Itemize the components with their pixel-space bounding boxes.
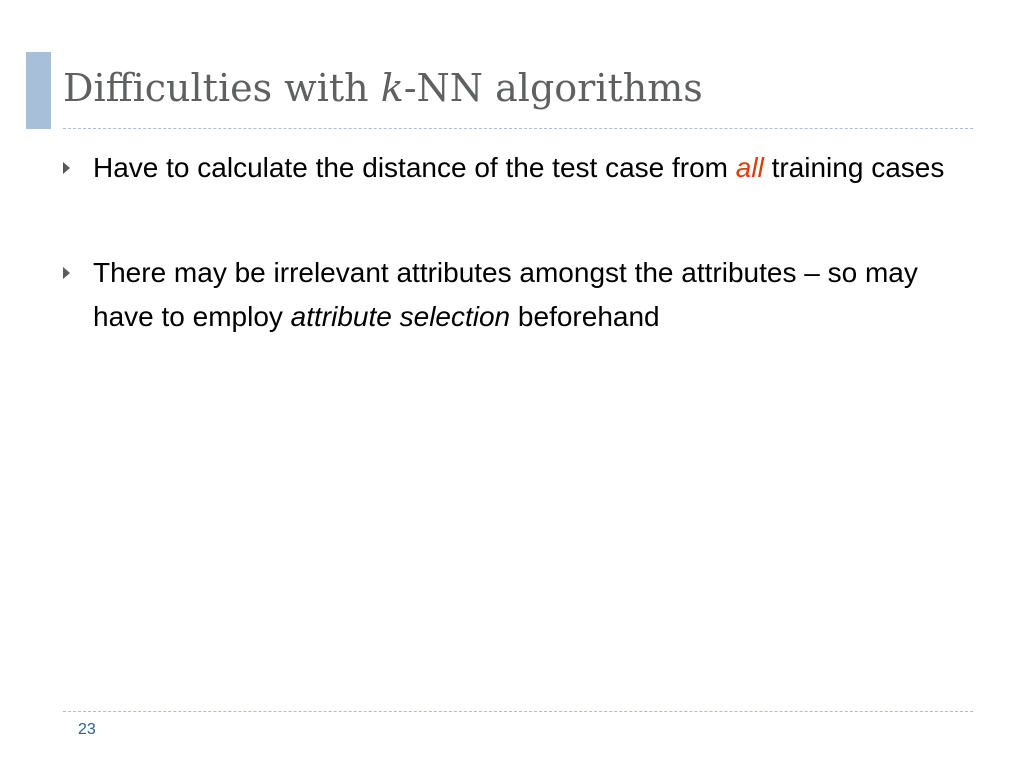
slide-title [63,68,703,110]
title-divider [63,128,973,129]
bullet-text-before: Have to calculate the distance of the test case from [93,152,736,183]
bullet-item [63,251,973,339]
bullet-emphasis: all [735,152,764,183]
bullet-list [63,146,973,339]
triangle-bullet-icon [63,267,70,279]
bullet-text-after: beforehand [510,301,660,332]
footer-divider [63,711,973,712]
bullet-text-after: training cases [763,152,945,183]
bullet-emphasis: attribute selection [290,301,511,332]
title-k: k [380,66,404,110]
page-number: 23 [78,721,96,738]
title-accent-bar [26,52,51,129]
title-suffix: -NN algorithms [403,66,703,110]
triangle-bullet-icon [63,162,70,174]
title-prefix: Difficulties with [63,66,381,110]
bullet-item [63,146,973,190]
bullet-text-before: There may be irrelevant attributes amongst the attributes – so may have to employ [93,257,918,332]
